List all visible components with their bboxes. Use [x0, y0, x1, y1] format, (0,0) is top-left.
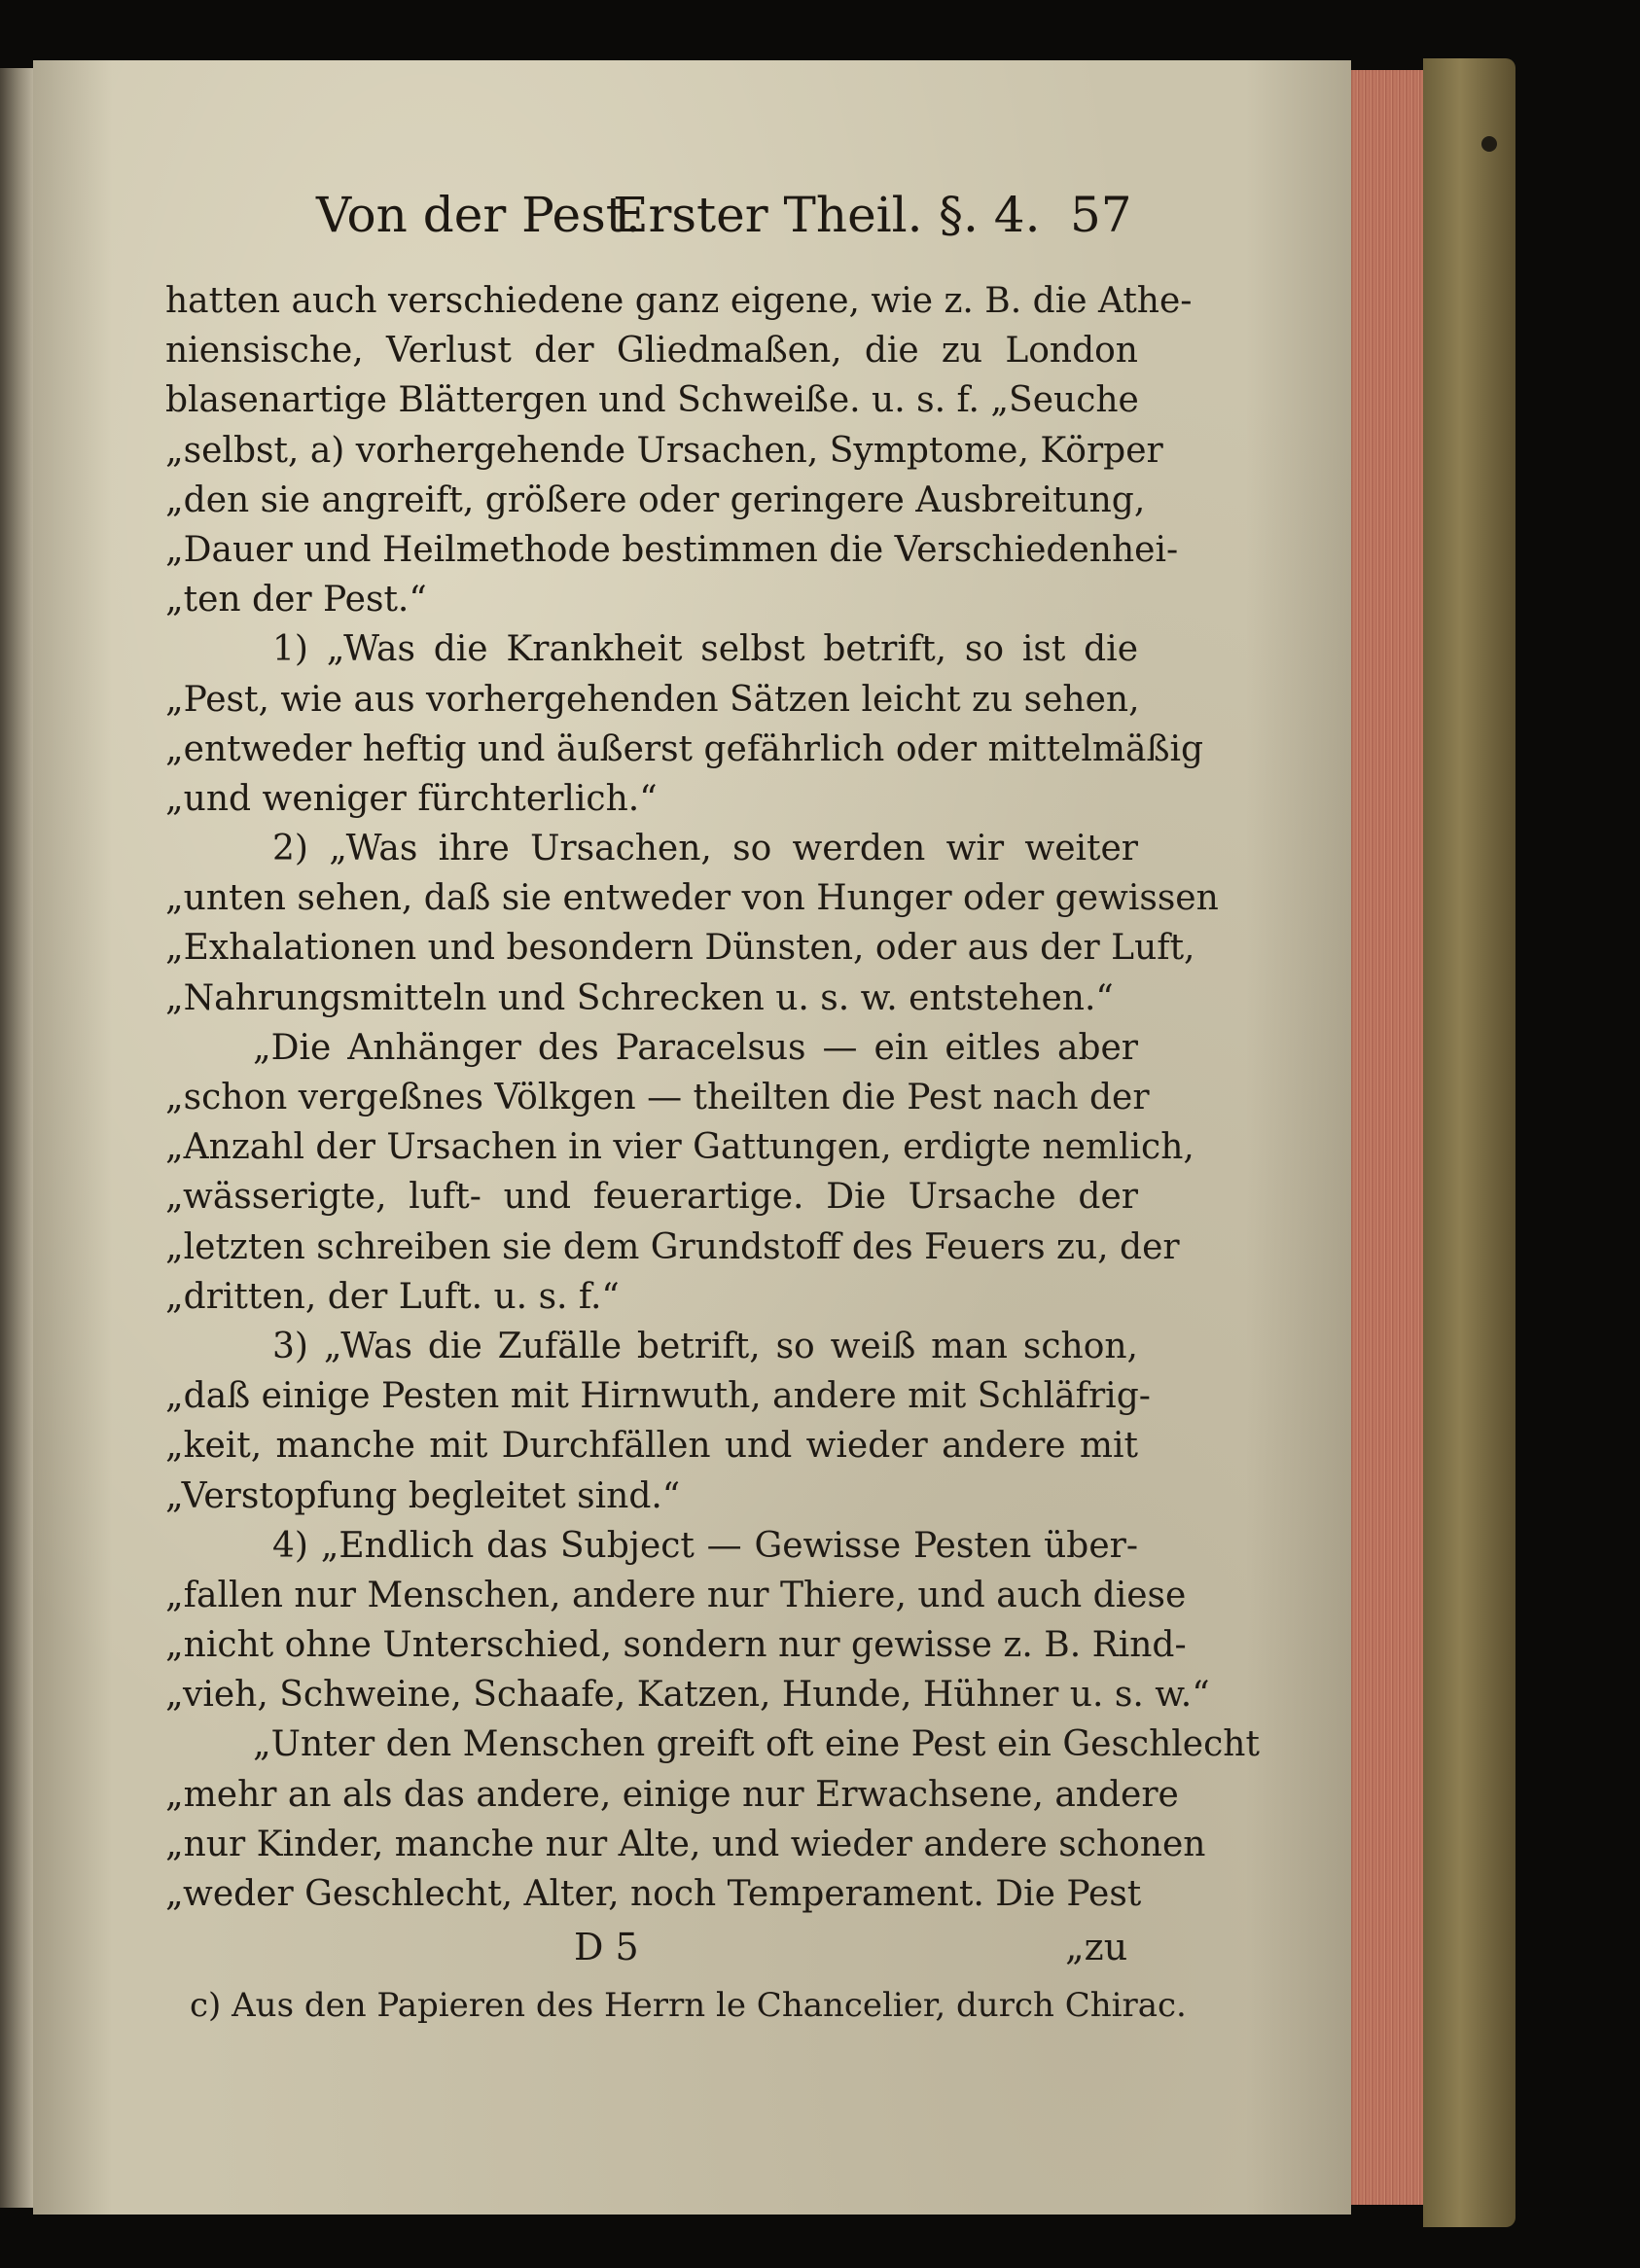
text-line: „Pest, wie aus vorhergehenden Sätzen leicht zu sehen, [165, 679, 1140, 720]
running-header [316, 187, 1347, 265]
text-line: „Unter den Menschen greift oft eine Pest ein Geschlecht [253, 1724, 1260, 1765]
text-line: „ten der Pest.“ [165, 580, 427, 620]
text-line: hatten auch verschiedene ganz eigene, wie z. B. die Athe- [165, 281, 1193, 321]
body-text [165, 276, 1260, 1919]
text-line: 1) „Was die Krankheit selbst betrift, so ist die [272, 629, 1138, 670]
text-line: „Die Anhänger des Paracelsus — ein eitles aber [253, 1027, 1138, 1068]
text-line: „Dauer und Heilmethode bestimmen die Verschiedenhei- [165, 529, 1179, 570]
text-line: „daß einige Pesten mit Hirnwuth, andere mit Schläfrig- [165, 1376, 1151, 1417]
text-line: „mehr an als das andere, einige nur Erwachsene, andere [165, 1774, 1179, 1815]
text-line: „schon vergeßnes Völkgen — theilten die Pest nach der [165, 1078, 1150, 1117]
text-line: „letzten schreiben sie dem Grundstoff des Feuers zu, der [165, 1226, 1180, 1267]
cover-wormhole [1481, 136, 1497, 152]
text-line: „nur Kinder, manche nur Alte, und wieder andere schonen [165, 1824, 1206, 1864]
text-line: 4) „Endlich das Subject — Gewisse Pesten über- [272, 1525, 1138, 1566]
text-line: niensische, Verlust der Gliedmaßen, die zu London [165, 331, 1138, 372]
text-line: „Nahrungsmitteln und Schrecken u. s. w. entstehen.“ [165, 977, 1114, 1018]
text-line: „unten sehen, daß sie entweder von Hunger oder gewissen [165, 878, 1219, 919]
signature-mark: D 5 [574, 1926, 639, 1968]
page-block-edges [1351, 70, 1426, 2205]
header-section: §. 4. [939, 187, 1041, 243]
text-line: „weder Geschlecht, Alter, noch Temperament. Die Pest [165, 1874, 1142, 1914]
text-line: „keit, manche mit Durchfällen und wieder andere mit [165, 1426, 1138, 1467]
text-line: „Anzahl der Ursachen in vier Gattungen, erdigte nemlich, [165, 1127, 1194, 1168]
text-line: „wässerigte, luft- und feuerartige. Die Ursache der [165, 1177, 1138, 1218]
page-number: 57 [1070, 187, 1132, 243]
text-line: „und weniger fürchterlich.“ [165, 778, 658, 819]
page-footer [574, 1926, 1148, 1974]
header-title: Von der Pest. [316, 187, 641, 243]
text-line: „den sie angreift, größere oder geringere Ausbreitung, [165, 479, 1146, 520]
text-line: „entweder heftig und äußerst gefährlich oder mittelmäßig [165, 728, 1204, 769]
text-line: „nicht ohne Unterschied, sondern nur gewisse z. B. Rind- [165, 1625, 1187, 1666]
text-line: „dritten, der Luft. u. s. f.“ [165, 1276, 620, 1317]
footnote: c) Aus den Papieren des Herrn le Chancelier, durch Chirac. [190, 1986, 1187, 2025]
text-line: 3) „Was die Zufälle betrift, so weiß man schon, [272, 1326, 1138, 1366]
text-line: „vieh, Schweine, Schaafe, Katzen, Hunde, Hühner u. s. w.“ [165, 1675, 1210, 1716]
text-line: „Exhalationen und besondern Dünsten, oder aus der Luft, [165, 928, 1195, 969]
text-line: blasenartige Blättergen und Schweiße. u. s. f. „Seuche [165, 380, 1139, 421]
text-line: 2) „Was ihre Ursachen, so werden wir weiter [272, 829, 1138, 869]
text-line: „fallen nur Menschen, andere nur Thiere, und auch diese [165, 1575, 1187, 1615]
catchword: „zu [1065, 1926, 1128, 1968]
book-cover-edge [1423, 58, 1515, 2227]
previous-page-edge [0, 68, 33, 2208]
text-line: „Verstopfung begleitet sind.“ [165, 1475, 681, 1516]
header-part: Erster Theil. [613, 187, 923, 243]
text-line: „selbst, a) vorhergehende Ursachen, Symptome, Körper [165, 430, 1163, 471]
